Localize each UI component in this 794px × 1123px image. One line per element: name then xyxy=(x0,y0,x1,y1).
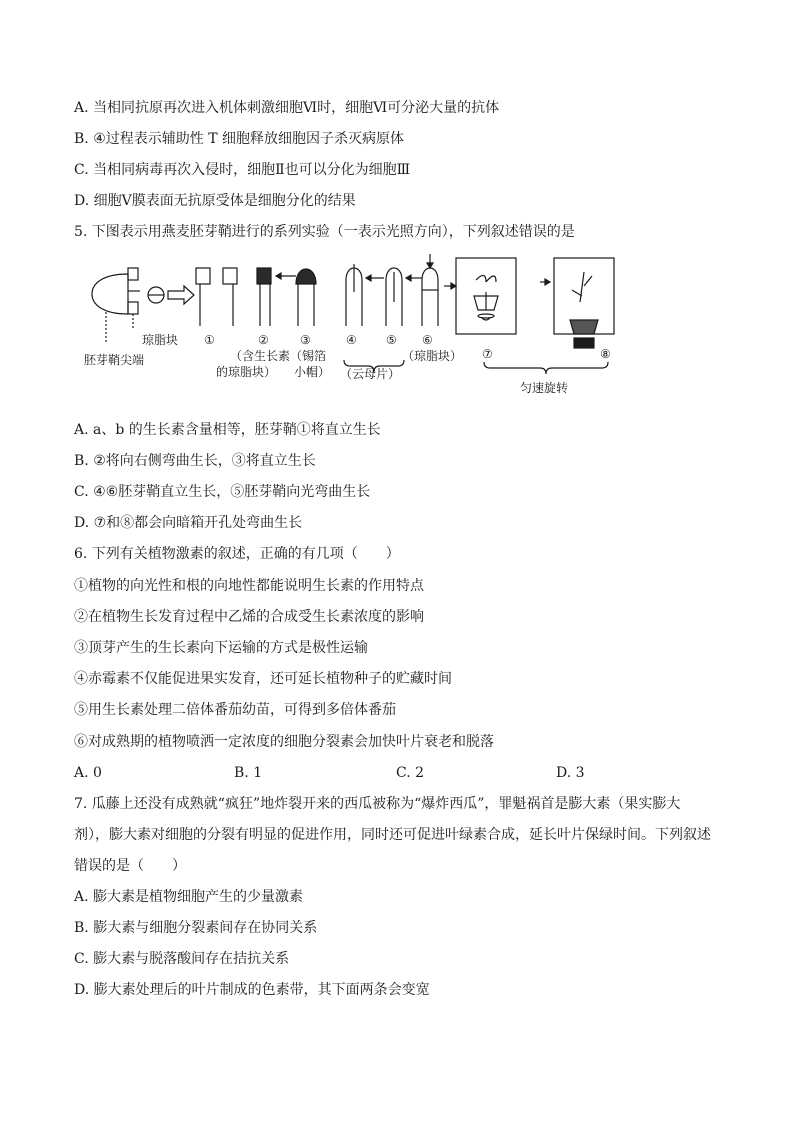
q7-option-a: A. 膨大素是植物细胞产生的少量激素 xyxy=(74,889,304,905)
label-3-caption-b: 小帽） xyxy=(294,365,331,379)
label-2-caption-b: 的琼脂块） xyxy=(216,365,277,379)
q6-item-1: ①植物的向光性和根的向地性都能说明生长素的作用特点 xyxy=(74,578,424,594)
tin-foil-cap xyxy=(296,269,316,284)
turntable-8 xyxy=(574,338,594,348)
label-2-caption-a: （含生长素 xyxy=(230,349,291,363)
q6-option-d: D. 3 xyxy=(556,765,585,781)
q6-option-a: A. 0 xyxy=(74,765,102,781)
q7-option-b: B. 膨大素与细胞分裂素间存在协同关系 xyxy=(74,920,318,936)
q4-option-a: A. 当相同抗原再次进入机体刺激细胞Ⅵ时，细胞Ⅵ可分泌大量的抗体 xyxy=(74,100,500,116)
q5-option-c: C. ④⑥胚芽鞘直立生长，⑤胚芽鞘向光弯曲生长 xyxy=(74,484,371,500)
q5-figure xyxy=(84,252,634,400)
q5-option-b: B. ②将向右侧弯曲生长，③将直立生长 xyxy=(74,453,316,469)
label-8: ⑧ xyxy=(600,347,611,361)
q5-option-a: A. a、b 的生长素含量相等，胚芽鞘①将直立生长 xyxy=(74,422,381,438)
label-2: ② xyxy=(258,333,269,347)
q6-item-4: ④赤霉素不仅能促进果实发育，还可延长植物种子的贮藏时间 xyxy=(74,671,452,687)
q6-stem: 6. 下列有关植物激素的叙述，正确的有几项（ ） xyxy=(74,546,400,562)
coleoptile-tip-shape xyxy=(92,274,128,314)
q4-option-d: D. 细胞Ⅴ膜表面无抗原受体是细胞分化的结果 xyxy=(74,193,356,209)
pot-8 xyxy=(570,320,598,334)
label-coleoptile-tip: 胚芽鞘尖端 xyxy=(84,353,145,367)
q4-option-b: B. ④过程表示辅助性 T 细胞释放细胞因子杀灭病原体 xyxy=(74,131,404,147)
label-mica: （云母片） xyxy=(340,367,401,381)
label-rotate: 匀速旋转 xyxy=(520,381,569,395)
label-4: ④ xyxy=(346,333,357,347)
q6-option-c: C. 2 xyxy=(396,765,425,781)
label-7: ⑦ xyxy=(482,347,493,361)
q6-item-3: ③顶芽产生的生长素向下运输的方式是极性运输 xyxy=(74,640,368,656)
label-3-caption-a: （锡箔 xyxy=(290,349,327,363)
agar-block-a xyxy=(128,268,138,280)
q7-stem-line-2: 剂），膨大素对细胞的分裂有明显的促进作用，同时还可促进叶绿素合成，延长叶片保绿时间。下列叙述 xyxy=(74,827,711,843)
label-6: ⑥ xyxy=(422,333,433,347)
q4-option-c: C. 当相同病毒再次入侵时，细胞Ⅱ也可以分化为细胞Ⅲ xyxy=(74,162,411,178)
label-5: ⑤ xyxy=(386,333,397,347)
label-3: ③ xyxy=(300,333,311,347)
hollow-arrow xyxy=(168,286,194,304)
agar-block-b xyxy=(128,302,138,314)
q5-stem: 5. 下图表示用燕麦胚芽鞘进行的系列实验（一表示光照方向），下列叙述错误的是 xyxy=(74,224,575,240)
q6-item-5: ⑤用生长素处理二倍体番茄幼苗，可得到多倍体番茄 xyxy=(74,702,396,718)
q7-option-c: C. 膨大素与脱落酸间存在拮抗关系 xyxy=(74,951,290,967)
label-1: ① xyxy=(204,333,215,347)
label-agar-block: 琼脂块 xyxy=(142,333,179,347)
q7-option-d: D. 膨大素处理后的叶片制成的色素带，其下面两条会变宽 xyxy=(74,982,430,998)
q6-item-2: ②在植物生长发育过程中乙烯的合成受生长素浓度的影响 xyxy=(74,609,424,625)
q6-item-6: ⑥对成熟期的植物喷洒一定浓度的细胞分裂素会加快叶片衰老和脱落 xyxy=(74,734,494,750)
q7-stem-line-3: 错误的是（ ） xyxy=(74,858,186,874)
q5-option-d: D. ⑦和⑧都会向暗箱开孔处弯曲生长 xyxy=(74,515,303,531)
q7-stem-line-1: 7. 瓜藤上还没有成熟就“疯狂”地炸裂开来的西瓜被称为“爆炸西瓜”，罪魁祸首是膨大素（果实膨大 xyxy=(74,796,681,812)
label-agar-6: （琼脂块） xyxy=(402,349,463,363)
q6-option-b: B. 1 xyxy=(234,765,263,781)
